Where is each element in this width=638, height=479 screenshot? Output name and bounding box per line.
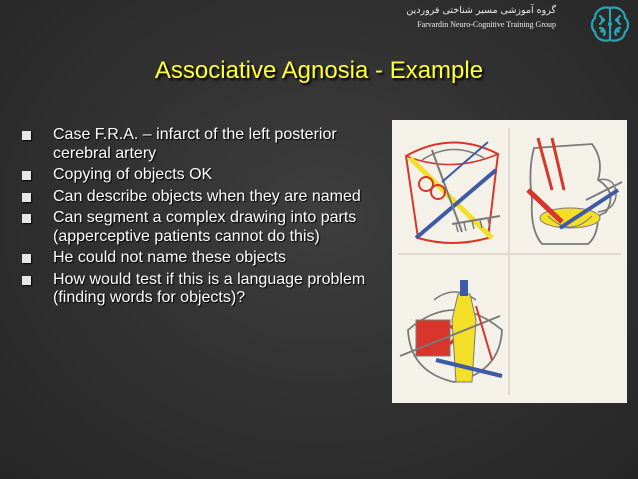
organization-name-english: Farvardin Neuro-Cognitive Training Group bbox=[417, 20, 556, 29]
brain-icon bbox=[588, 2, 632, 46]
square-bullet-icon bbox=[22, 131, 31, 140]
bullet-text: Case F.R.A. – infarct of the left posterior cerebral artery bbox=[53, 126, 337, 162]
bullet-item bbox=[18, 166, 378, 185]
slide-title: Associative Agnosia - Example bbox=[154, 57, 484, 84]
organization-name-persian: گروه آموزشی مسیر شناختی فروردین bbox=[406, 5, 556, 16]
square-bullet-icon bbox=[22, 214, 31, 223]
bullet-list bbox=[18, 126, 378, 311]
overlapping-objects-figure bbox=[392, 120, 627, 403]
square-bullet-icon bbox=[22, 276, 31, 285]
bullet-text: Can segment a complex drawing into parts (apperceptive patients cannot do this) bbox=[53, 209, 357, 245]
bullet-item bbox=[18, 209, 378, 246]
bullet-item bbox=[18, 249, 378, 268]
bullet-item bbox=[18, 188, 378, 207]
bullet-text: He could not name these objects bbox=[53, 249, 287, 266]
bullet-text: How would test if this is a language problem (finding words for objects)? bbox=[53, 270, 366, 306]
bullet-text: Can describe objects when they are named bbox=[53, 187, 361, 205]
bullet-text: Copying of objects OK bbox=[53, 166, 213, 183]
square-bullet-icon bbox=[22, 254, 31, 263]
organization-logo-text bbox=[406, 4, 556, 31]
bullet-item bbox=[18, 126, 378, 163]
square-bullet-icon bbox=[22, 171, 31, 180]
bullet-item bbox=[18, 271, 378, 308]
square-bullet-icon bbox=[22, 193, 31, 202]
